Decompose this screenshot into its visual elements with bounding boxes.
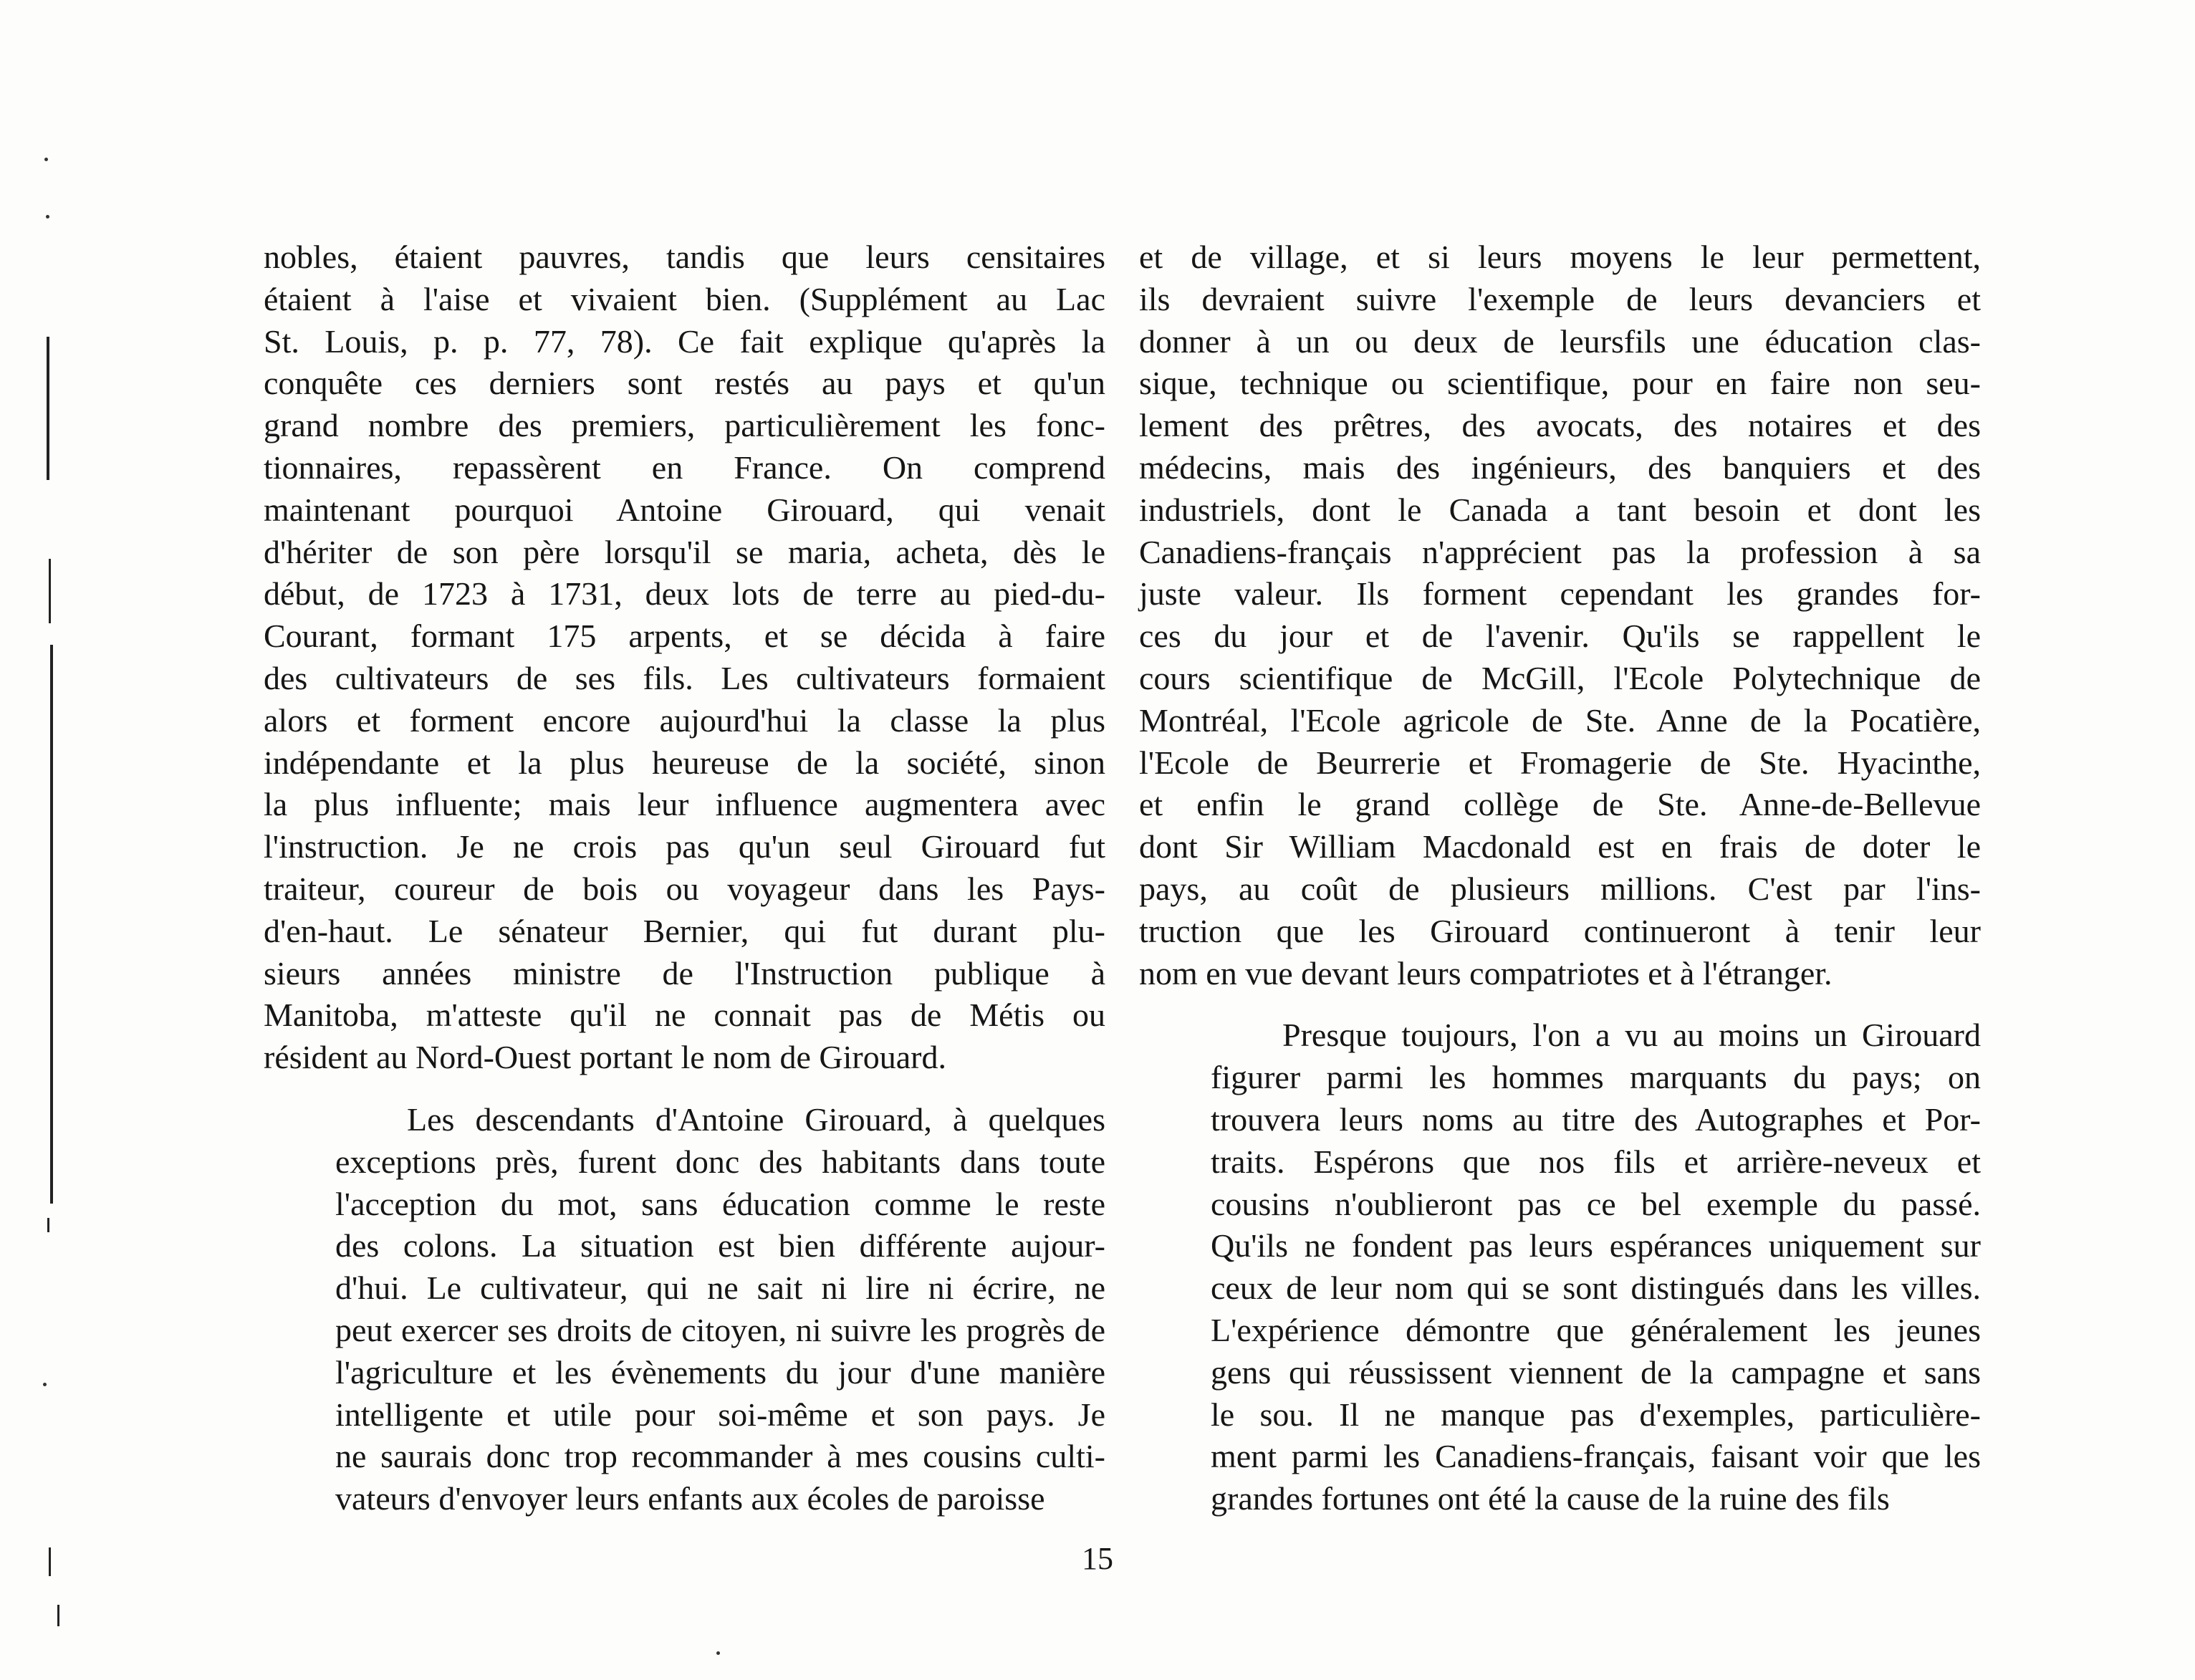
text-line: tionnaires, repassèrent en France. On comprend — [264, 448, 1105, 486]
text-line: ne saurais donc trop recommander à mes cousins culti- — [335, 1438, 1105, 1475]
text-line: Montréal, l'Ecole agricole de Ste. Anne de la Pocatière, — [1139, 701, 1981, 739]
text-line: traiteur, coureur de bois ou voyageur dans les Pays- — [264, 870, 1105, 907]
text-line: étaient à l'aise et vivaient bien. (Supplément au Lac — [264, 280, 1105, 317]
text-line: exceptions près, furent donc des habitants dans toute — [335, 1143, 1105, 1180]
scan-speck — [716, 1651, 720, 1655]
text-line: Presque toujours, l'on a vu au moins un Girouard — [1282, 1017, 1981, 1054]
text-line: donner à un ou deux de leursfils une éducation clas- — [1139, 322, 1981, 360]
scan-speck — [44, 158, 48, 161]
text-line: grandes fortunes ont été la cause de la ruine des fils — [1211, 1480, 1890, 1517]
text-line: intelligente et utile pour soi-même et son pays. Je — [335, 1396, 1105, 1433]
text-line: traits. Espérons que nos fils et arrière-neveux et — [1211, 1143, 1981, 1180]
text-line: l'instruction. Je ne crois pas qu'un seul Girouard fut — [264, 828, 1105, 865]
scan-speck — [43, 1383, 47, 1386]
text-line: ceux de leur nom qui se sont distingués dans les villes. — [1211, 1269, 1981, 1307]
paragraph — [264, 236, 1105, 1079]
paragraph — [1139, 236, 1981, 994]
text-line: d'hériter de son père lorsqu'il se maria, acheta, dès le — [264, 533, 1105, 570]
scan-edge-mark — [47, 1218, 49, 1232]
text-line: médecins, mais des ingénieurs, des banquiers et des — [1139, 448, 1981, 486]
text-line: et enfin le grand collège de Ste. Anne-de-Bellevue — [1139, 786, 1981, 823]
text-line: indépendante et la plus heureuse de la société, sinon — [264, 744, 1105, 781]
text-line: lement des prêtres, des avocats, des notaires et des — [1139, 407, 1981, 444]
text-line: l'Ecole de Beurrerie et Fromagerie de Ste. Hyacinthe, — [1139, 744, 1981, 781]
text-line: Les descendants d'Antoine Girouard, à quelques — [407, 1100, 1105, 1138]
text-line: sieurs années ministre de l'Instruction publique à — [264, 954, 1105, 992]
scan-edge-mark — [49, 559, 51, 623]
scan-edge-mark — [47, 337, 49, 480]
text-line: et de village, et si leurs moyens le leur permettent, — [1139, 239, 1981, 275]
text-line: sique, technique ou scientifique, pour en faire non seu- — [1139, 365, 1981, 402]
text-line: dont Sir William Macdonald est en frais de doter le — [1139, 828, 1981, 865]
text-line: L'expérience démontre que généralement les jeunes — [1211, 1311, 1981, 1348]
text-line: l'agriculture et les évènements du jour d'une manière — [335, 1353, 1105, 1391]
text-line: des colons. La situation est bien différente aujour- — [335, 1227, 1105, 1264]
scan-edge-mark — [50, 645, 53, 1204]
left-text-column — [264, 236, 1105, 1520]
text-line: St. Louis, p. p. 77, 78). Ce fait explique qu'après la — [264, 322, 1105, 360]
text-line: des cultivateurs de ses fils. Les cultivateurs formaient — [264, 659, 1105, 696]
text-line: pays, au coût de plusieurs millions. C'est par l'ins- — [1139, 870, 1981, 907]
text-line: conquête ces derniers sont restés au pays et qu'un — [264, 365, 1105, 402]
text-line: nobles, étaient pauvres, tandis que leurs censitaires — [264, 239, 1105, 275]
text-line: industriels, dont le Canada a tant besoin et dont les — [1139, 491, 1981, 528]
text-line: cours scientifique de McGill, l'Ecole Polytechnique de — [1139, 659, 1981, 696]
text-line: le sou. Il ne manque pas d'exemples, particulière- — [1211, 1396, 1981, 1433]
right-text-column — [1139, 236, 1981, 1520]
scan-edge-mark — [57, 1605, 59, 1626]
text-line: grand nombre des premiers, particulièrement les fonc- — [264, 407, 1105, 444]
paragraph — [1139, 1014, 1981, 1520]
text-line: ces du jour et de l'avenir. Qu'ils se rappellent le — [1139, 618, 1981, 655]
text-line: trouvera leurs noms au titre des Autographes et Por- — [1211, 1100, 1981, 1138]
text-line: d'hui. Le cultivateur, qui ne sait ni lire ni écrire, ne — [335, 1269, 1105, 1307]
text-line: résident au Nord-Ouest portant le nom de Girouard. — [264, 1039, 946, 1076]
text-line: vateurs d'envoyer leurs enfants aux écoles de paroisse — [335, 1480, 1045, 1517]
text-line: cousins n'oublieront pas ce bel exemple du passé. — [1211, 1185, 1981, 1222]
text-line: ment parmi les Canadiens-français, faisant voir que les — [1211, 1438, 1981, 1475]
text-line: Manitoba, m'atteste qu'il ne connait pas de Métis ou — [264, 997, 1105, 1034]
text-line: maintenant pourquoi Antoine Girouard, qui venait — [264, 491, 1105, 528]
text-line: truction que les Girouard continueront à tenir leur — [1139, 912, 1981, 949]
text-line: alors et forment encore aujourd'hui la classe la plus — [264, 701, 1105, 739]
page-number: 15 — [1082, 1541, 1113, 1576]
text-line: peut exercer ses droits de citoyen, ni suivre les progrès de — [335, 1311, 1105, 1348]
text-line: début, de 1723 à 1731, deux lots de terre au pied-du- — [264, 575, 1105, 613]
scan-speck — [46, 215, 49, 219]
paragraph — [264, 1099, 1105, 1520]
text-line: Courant, formant 175 arpents, et se décida à faire — [264, 618, 1105, 655]
text-line: la plus influente; mais leur influence augmentera avec — [264, 786, 1105, 823]
text-line: gens qui réussissent viennent de la campagne et sans — [1211, 1353, 1981, 1391]
text-line: ils devraient suivre l'exemple de leurs devanciers et — [1139, 280, 1981, 317]
text-line: figurer parmi les hommes marquants du pays; on — [1211, 1059, 1981, 1096]
text-line: d'en-haut. Le sénateur Bernier, qui fut durant plu- — [264, 912, 1105, 949]
text-line: l'acception du mot, sans éducation comme le reste — [335, 1185, 1105, 1222]
text-line: juste valeur. Ils forment cependant les grandes for- — [1139, 575, 1981, 613]
text-line: nom en vue devant leurs compatriotes et à l'étranger. — [1139, 954, 1833, 992]
text-line: Canadiens-français n'apprécient pas la profession à sa — [1139, 533, 1981, 570]
text-line: Qu'ils ne fondent pas leurs espérances uniquement sur — [1211, 1227, 1981, 1264]
